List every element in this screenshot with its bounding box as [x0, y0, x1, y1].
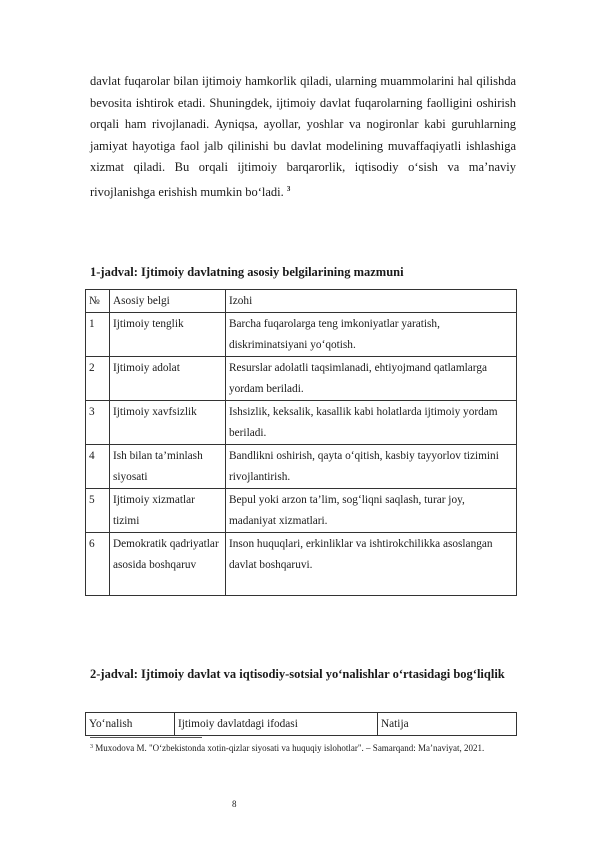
table2-header-cell: Ijtimoiy davlatdagi ifodasi	[175, 713, 378, 736]
table-row	[86, 445, 517, 489]
table-row	[86, 489, 517, 533]
paragraph-text: davlat fuqarolar bilan ijtimoiy hamkorlik qiladi, ularning muammolarini hal qilishda bevosita ishtirok etadi. Shuningdek, ijtimoiy davlat fuqarolarning faolligini oshirish orqali ham rivojlanadi. Ayniqsa, ayollar, yoshlar va nogironlar kabi guruhlarning jamiyat hayotiga faol jalb qilinishi bu davlat modelining muvaffaqiyatli ishlashiga xizmat qiladi. Bu orqali ijtimoiy barqarorlik, iqtisodiy o‘sish va ma’naviy rivojlanishga erishish mumkin bo‘ladi.	[90, 74, 516, 199]
table-row	[86, 313, 517, 357]
table1	[85, 289, 517, 596]
table-cell: 3	[86, 401, 110, 445]
table-cell: Bepul yoki arzon ta’lim, sog‘liqni saqlash, turar joy, madaniyat xizmatlari.	[226, 489, 517, 533]
table-cell: Bandlikni oshirish, qayta o‘qitish, kasbiy tayyorlov tizimini rivojlantirish.	[226, 445, 517, 489]
table-cell: 2	[86, 357, 110, 401]
table-row	[86, 533, 517, 596]
table-cell: 1	[86, 313, 110, 357]
table1-header-cell: №	[86, 290, 110, 313]
table1-header-row	[86, 290, 517, 313]
table2	[85, 712, 517, 736]
table-cell: Ijtimoiy xizmatlar tizimi	[110, 489, 226, 533]
body-paragraph	[90, 71, 516, 204]
table2-header-cell: Natija	[378, 713, 517, 736]
table-cell: Ijtimoiy xavfsizlik	[110, 401, 226, 445]
table2-caption: 2-jadval: Ijtimoiy davlat va iqtisodiy-sotsial yo‘nalishlar o‘rtasidagi bog‘liqlik	[90, 667, 505, 681]
table-cell: Resurslar adolatli taqsimlanadi, ehtiyojmand qatlamlarga yordam beriladi.	[226, 357, 517, 401]
page-number: 8	[232, 799, 237, 809]
footnote-separator	[90, 737, 202, 738]
footnote	[90, 741, 510, 756]
table-row	[86, 357, 517, 401]
footnote-reference: 3	[286, 184, 291, 193]
table1-caption: 1-jadval: Ijtimoiy davlatning asosiy belgilarining mazmuni	[90, 265, 404, 279]
table-cell: Demokratik qadriyatlar asosida boshqaruv	[110, 533, 226, 596]
footnote-number: 3	[90, 744, 93, 750]
table-cell: 4	[86, 445, 110, 489]
table2-header-row	[86, 713, 517, 736]
table-cell: 6	[86, 533, 110, 596]
table-row	[86, 401, 517, 445]
table-cell: Inson huquqlari, erkinliklar va ishtirokchilikka asoslangan davlat boshqaruvi.	[226, 533, 517, 596]
table2-header-cell: Yo‘nalish	[86, 713, 175, 736]
table-cell: Ijtimoiy tenglik	[110, 313, 226, 357]
table-cell: 5	[86, 489, 110, 533]
table-cell: Barcha fuqarolarga teng imkoniyatlar yaratish, diskriminatsiyani yo‘qotish.	[226, 313, 517, 357]
table-cell: Ijtimoiy adolat	[110, 357, 226, 401]
table-cell: Ishsizlik, keksalik, kasallik kabi holatlarda ijtimoiy yordam beriladi.	[226, 401, 517, 445]
table1-header-cell: Asosiy belgi	[110, 290, 226, 313]
table-cell: Ish bilan ta’minlash siyosati	[110, 445, 226, 489]
footnote-text: Muxodova M. "O‘zbekistonda xotin-qizlar siyosati va huquqiy islohotlar". – Samarqand: Ma’naviyat, 2021.	[95, 743, 485, 753]
table1-header-cell: Izohi	[226, 290, 517, 313]
